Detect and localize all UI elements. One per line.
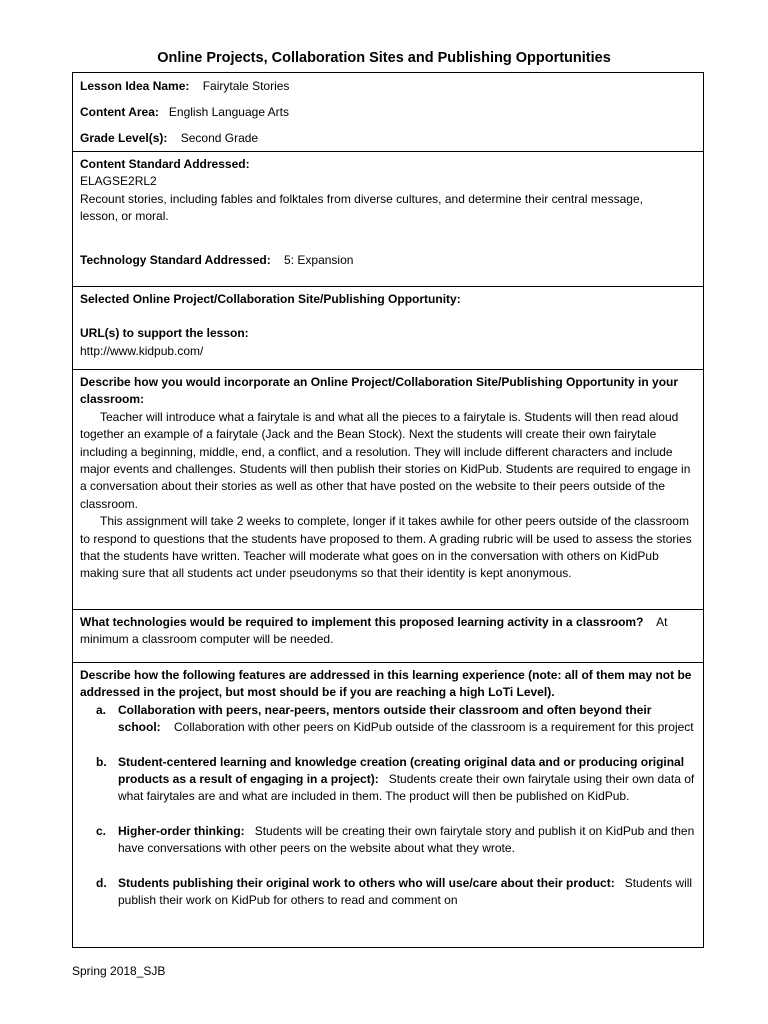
features-list [80,702,697,910]
feature-label: Collaboration with peers, near-peers, mentors outside their classroom and often beyond their school: [118,702,652,735]
standards-cell [73,152,703,287]
feature-value: Students will publish their work on KidPub for others to read and comment on [118,875,693,908]
content-area-value: English Language Arts [168,104,289,119]
feature-item-d [80,875,697,910]
feature-value: Students create their own fairytale using their own data of what fairytales are and what are included in them. The product will then be published on KidPub. [118,772,695,804]
url-link[interactable]: http://www.kidpub.com/ [80,343,204,358]
technologies-row [80,614,697,649]
technology-standard-row [80,252,697,269]
feature-label: Higher-order thinking: [118,823,245,838]
lesson-info-cell [73,73,703,152]
incorporate-paragraph-1: Teacher will introduce what a fairytale is and what all the pieces to a fairytale is. Students will then read aloud together an example of a fairytale (Jack and the Bean Stock). Next the students will create their own fairytale including a beginning, middle, end, a conflict, and a resolution. They will include different characters and include major events and challenges. Students will then publish their stories on KidPub. Students are required to engage in a conversation about their stories as well as other that have posted on the website to their peers outside of the classroom. [80,409,691,511]
feature-label: Student-centered learning and knowledge creation (creating original data and or producing original products as a result of engaging in a project): [118,754,685,787]
feature-item-b [80,754,697,806]
technology-standard-value: 5: Expansion [284,252,354,267]
content-area-label: Content Area: [80,104,159,119]
technology-standard-label: Technology Standard Addressed: [80,252,271,267]
feature-item-c [80,823,697,858]
content-standard-text: Recount stories, including fables and folktales from diverse cultures, and determine their central message, lesson, or moral. [80,191,643,224]
selected-project-label: Selected Online Project/Collaboration Site/Publishing Opportunity: [80,292,461,306]
feature-value: Students will be creating their own fairytale story and publish it on KidPub and then have conversations with other peers on the website about what they wrote. [118,823,695,856]
project-cell [73,287,703,370]
lesson-form-table [72,72,704,948]
feature-item-a [80,702,697,737]
feature-label: Students publishing their original work to others who will use/care about their product: [118,875,615,890]
incorporate-cell [73,370,703,610]
content-area-row [80,104,697,121]
technologies-cell [73,610,703,663]
technologies-label: What technologies would be required to implement this proposed learning activity in a classroom? [80,615,644,629]
lesson-name-label: Lesson Idea Name: [80,79,190,93]
feature-value: Collaboration with other peers on KidPub outside of the classroom is a requirement for this project [174,720,694,735]
technologies-value: At minimum a classroom computer will be needed. [80,615,668,647]
feature-marker: a. [96,702,107,717]
grade-level-label: Grade Level(s): [80,130,168,145]
grade-level-value: Second Grade [180,130,259,145]
feature-marker: d. [96,875,107,890]
content-standard-code: ELAGSE2RL2 [80,174,157,189]
incorporate-paragraph-2: This assignment will take 2 weeks to complete, longer if it takes awhile for other peers outside of the classroom to respond to questions that the students have proposed to them. A grading rubric will be used to assess the stories that the students have written. Teacher will moderate what goes on in the conversation with others on KidPub making sure that all students act under pseudonyms so that their identity is kept anonymous. [80,514,692,581]
feature-marker: c. [96,823,107,838]
page-title: Online Projects, Collaboration Sites and Publishing Opportunities [157,50,611,66]
url-label: URL(s) to support the lesson: [80,326,249,341]
feature-marker: b. [96,754,107,769]
lesson-name-row [80,77,697,95]
feature-spacer [80,737,697,754]
features-cell [73,663,703,947]
page-footer: Spring 2018_SJB [72,964,166,978]
content-standard-label: Content Standard Addressed: [80,157,250,171]
features-label: Describe how the following features are addressed in this learning experience (note: all of them may not be addressed in the project, but most should be if you are reaching a high LoTi Level). [80,668,692,700]
incorporate-label: Describe how you would incorporate an Online Project/Collaboration Site/Publishing Opportunity in your classroom: [80,375,679,407]
grade-level-row [80,130,697,147]
lesson-name-value: Fairytale Stories [202,79,290,93]
feature-spacer [80,806,697,823]
feature-spacer [80,858,697,875]
